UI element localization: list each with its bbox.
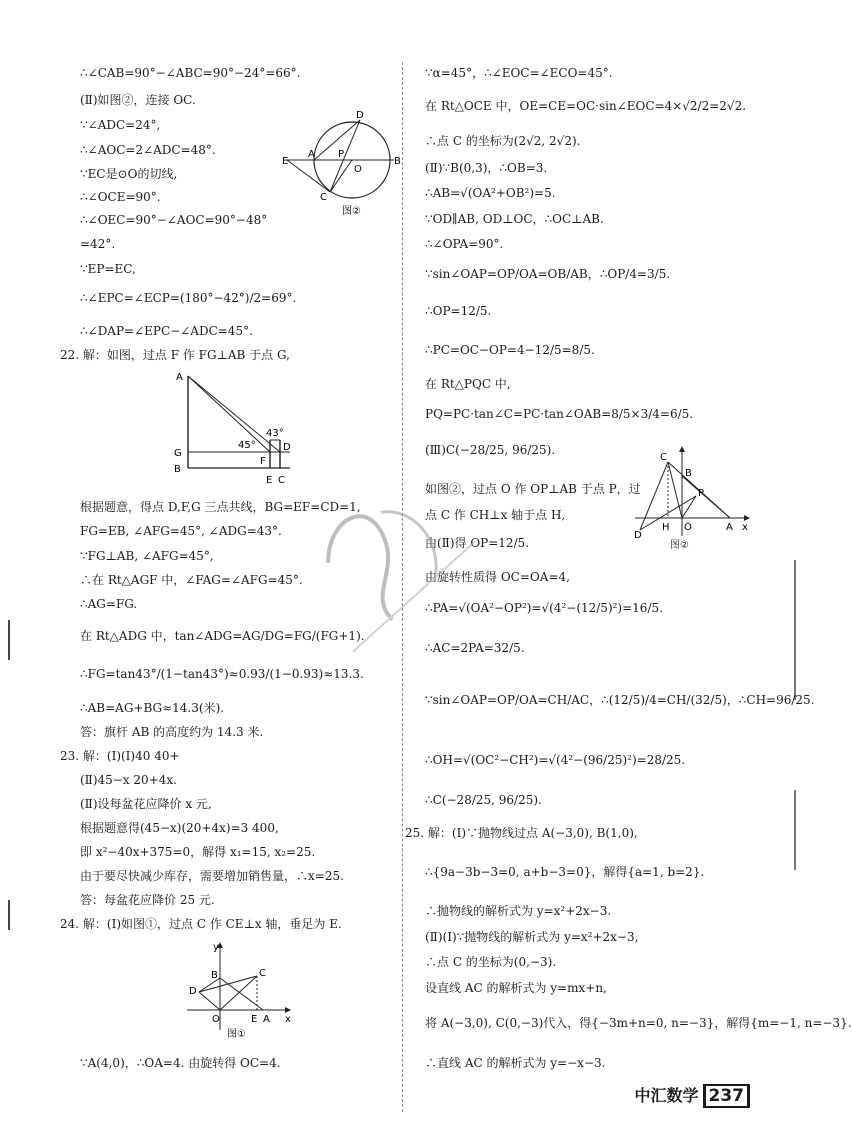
text-line: ∴直线 AC 的解析式为 y=−x−3. bbox=[425, 1056, 606, 1070]
label-D: D bbox=[189, 986, 197, 997]
label-E: E bbox=[266, 475, 273, 486]
text-line: ∴∠OEC=90°−∠AOC=90°−48° bbox=[80, 213, 268, 227]
text-line: ∴AB=AG+BG≈14.3(米). bbox=[80, 701, 225, 715]
text-line: ∴∠CAB=90°−∠ABC=90°−24°=66°. bbox=[80, 66, 301, 80]
question-23-header: 23. 解：(Ⅰ)(Ⅰ)40 40+ bbox=[60, 749, 180, 763]
label-C: C bbox=[660, 452, 667, 463]
flagpole-figure bbox=[170, 368, 300, 488]
label-y: y bbox=[213, 942, 219, 953]
label-P: P bbox=[338, 149, 345, 160]
text-line: ∵OD∥AB, OD⊥OC，∴OC⊥AB. bbox=[425, 212, 604, 226]
question-24-header: 24. 解：(Ⅰ)如图①，过点 C 作 CE⊥x 轴，垂足为 E. bbox=[60, 917, 342, 931]
text-line: ∴点 C 的坐标为(2√2, 2√2). bbox=[425, 134, 581, 148]
text-line: ∴FG=tan43°/(1−tan43°)≈0.93/(1−0.93)≈13.3. bbox=[80, 667, 364, 681]
label-A: A bbox=[176, 372, 183, 383]
text-line: (Ⅱ)设每盆花应降价 x 元, bbox=[80, 797, 212, 811]
text-line: FG=EB, ∠AFG=45°, ∠ADG=43°. bbox=[80, 524, 282, 538]
label-D: D bbox=[356, 110, 364, 121]
text-line: (Ⅱ)如图②，连接 OC. bbox=[80, 93, 196, 107]
text-line: ∵∠ADC=24°, bbox=[80, 118, 161, 132]
label-x: x bbox=[742, 522, 748, 533]
footer-brand: 中汇数学 bbox=[634, 1086, 699, 1105]
label-B: B bbox=[174, 464, 181, 475]
text-line: (Ⅱ)(Ⅰ)∵抛物线的解析式为 y=x²+2x−3, bbox=[425, 930, 639, 944]
text-line: 由(Ⅱ)得 OP=12/5. bbox=[425, 536, 530, 550]
label-B: B bbox=[211, 970, 218, 981]
text-line: 答：每盆花应降价 25 元. bbox=[80, 893, 215, 907]
label-O: O bbox=[212, 1014, 220, 1025]
watermark-stamp bbox=[265, 435, 535, 705]
text-line: 在 Rt△OCE 中，OE=CE=OC·sin∠EOC=4×√2/2=2√2. bbox=[425, 99, 747, 113]
label-C: C bbox=[278, 475, 285, 486]
binding-mark bbox=[8, 900, 10, 930]
label-B: B bbox=[685, 468, 692, 479]
text-line: ∴∠AOC=2∠ADC=48°. bbox=[80, 143, 216, 157]
label-G: G bbox=[174, 448, 182, 459]
text-line: 如图②，过点 O 作 OP⊥AB 于点 P，过 bbox=[425, 482, 641, 496]
figure-2-right-caption: 图② bbox=[670, 540, 689, 551]
text-line: =42°. bbox=[80, 237, 116, 251]
text-line: ∴AC=2PA=32/5. bbox=[425, 641, 525, 655]
label-O: O bbox=[684, 522, 692, 533]
text-line: 点 C 作 CH⊥x 轴于点 H, bbox=[425, 508, 566, 522]
text-line: (Ⅱ)∵B(0,3)，∴OB=3. bbox=[425, 161, 548, 175]
text-line: ∴PC=OC−OP=4−12/5=8/5. bbox=[425, 343, 595, 357]
text-line: ∵EP=EC, bbox=[80, 262, 136, 276]
label-E: E bbox=[251, 1014, 258, 1025]
text-line: 在 Rt△PQC 中, bbox=[425, 377, 511, 391]
page-number: 237 bbox=[703, 1084, 751, 1108]
text-line: ∴∠DAP=∠EPC−∠ADC=45°. bbox=[80, 324, 253, 338]
question-22-header: 22. 解：如图，过点 F 作 FG⊥AB 于点 G, bbox=[60, 348, 290, 362]
text-line: ∴点 C 的坐标为(0,−3). bbox=[425, 955, 557, 969]
text-line: ∴在 Rt△AGF 中，∠FAG=∠AFG=45°. bbox=[80, 573, 303, 587]
label-F: F bbox=[260, 456, 266, 467]
figure-1 bbox=[185, 940, 295, 1040]
text-line: ∴C(−28/25, 96/25). bbox=[425, 793, 542, 807]
text-line: ∴抛物线的解析式为 y=x²+2x−3. bbox=[425, 904, 612, 918]
label-P: P bbox=[698, 488, 705, 499]
text-line: 在 Rt△ADG 中，tan∠ADG=AG/DG=FG/(FG+1). bbox=[80, 629, 365, 643]
page-footer bbox=[634, 1083, 750, 1108]
text-line: 答：旗杆 AB 的高度约为 14.3 米. bbox=[80, 725, 264, 739]
label-A: A bbox=[263, 1014, 270, 1025]
label-45: 45° bbox=[238, 440, 256, 451]
figure-2-right bbox=[630, 440, 755, 551]
text-line: ∴PA=√(OA²−OP²)=√(4²−(12/5)²)=16/5. bbox=[425, 601, 663, 615]
text-line: 将 A(−3,0), C(0,−3)代入，得{−3m+n=0, n=−3}，解得{m=−1, n=−3}. bbox=[425, 1016, 852, 1030]
label-C: C bbox=[320, 192, 327, 203]
text-line: ∴OH=√(OC²−CH²)=√(4²−(96/25)²)=28/25. bbox=[425, 753, 686, 767]
text-line: 即 x²−40x+375=0，解得 x₁=15, x₂=25. bbox=[80, 845, 316, 859]
label-A: A bbox=[308, 149, 315, 160]
circle-figure bbox=[282, 108, 407, 218]
text-line: 由旋转性质得 OC=OA=4, bbox=[425, 570, 570, 584]
text-line: (Ⅲ)C(−28/25, 96/25). bbox=[425, 443, 556, 457]
text-line: 根据题意，得点 D,F,G 三点共线，BG=EF=CD=1, bbox=[80, 500, 361, 514]
text-line: (Ⅱ)45−x 20+4x. bbox=[80, 773, 177, 787]
question-25-header: 25. 解：(Ⅰ)∵抛物线过点 A(−3,0), B(1,0), bbox=[405, 826, 638, 840]
label-D: D bbox=[283, 442, 291, 453]
text-line: PQ=PC·tan∠C=PC·tan∠OAB=8/5×3/4=6/5. bbox=[425, 407, 694, 421]
text-line: ∴AG=FG. bbox=[80, 597, 138, 611]
label-D: D bbox=[634, 530, 642, 541]
label-43: 43° bbox=[266, 428, 284, 439]
text-line: 由于要尽快减少库存，需要增加销售量，∴x=25. bbox=[80, 869, 344, 883]
label-E: E bbox=[282, 156, 289, 167]
text-line: ∴∠OPA=90°. bbox=[425, 237, 504, 251]
text-line: ∵α=45°，∴∠EOC=∠ECO=45°. bbox=[425, 66, 613, 80]
text-line: ∴AB=√(OA²+OB²)=5. bbox=[425, 186, 556, 200]
text-line: ∵FG⊥AB, ∠AFG=45°, bbox=[80, 549, 214, 563]
text-line: 设直线 AC 的解析式为 y=mx+n, bbox=[425, 981, 607, 995]
text-line: ∴OP=12/5. bbox=[425, 304, 492, 318]
text-line: ∵A(4,0)，∴OA=4. 由旋转得 OC=4. bbox=[80, 1056, 281, 1070]
label-H: H bbox=[662, 522, 670, 533]
binding-mark bbox=[794, 560, 796, 700]
text-line: ∵sin∠OAP=OP/OA=OB/AB，∴OP/4=3/5. bbox=[425, 267, 671, 281]
label-B: B bbox=[394, 156, 401, 167]
text-line: ∵EC是⊙O的切线, bbox=[80, 167, 178, 181]
label-O: O bbox=[354, 164, 362, 175]
binding-mark bbox=[794, 790, 796, 870]
text-line: ∵sin∠OAP=OP/OA=CH/AC，∴(12/5)/4=CH/(32/5)，∴CH=96/25. bbox=[425, 693, 815, 707]
text-line: 根据题意得(45−x)(20+4x)=3 400, bbox=[80, 821, 279, 835]
label-A: A bbox=[726, 522, 733, 533]
binding-mark bbox=[8, 620, 10, 660]
figure-2-caption: 图② bbox=[342, 206, 361, 217]
figure-1-caption: 图① bbox=[227, 1029, 246, 1040]
text-line: ∴∠EPC=∠ECP=(180°−42°)/2=69°. bbox=[80, 291, 297, 305]
label-x: x bbox=[285, 1014, 291, 1025]
label-C: C bbox=[259, 968, 266, 979]
text-line: ∴{9a−3b−3=0, a+b−3=0}，解得{a=1, b=2}. bbox=[425, 865, 705, 879]
text-line: ∴∠OCE=90°. bbox=[80, 190, 161, 204]
